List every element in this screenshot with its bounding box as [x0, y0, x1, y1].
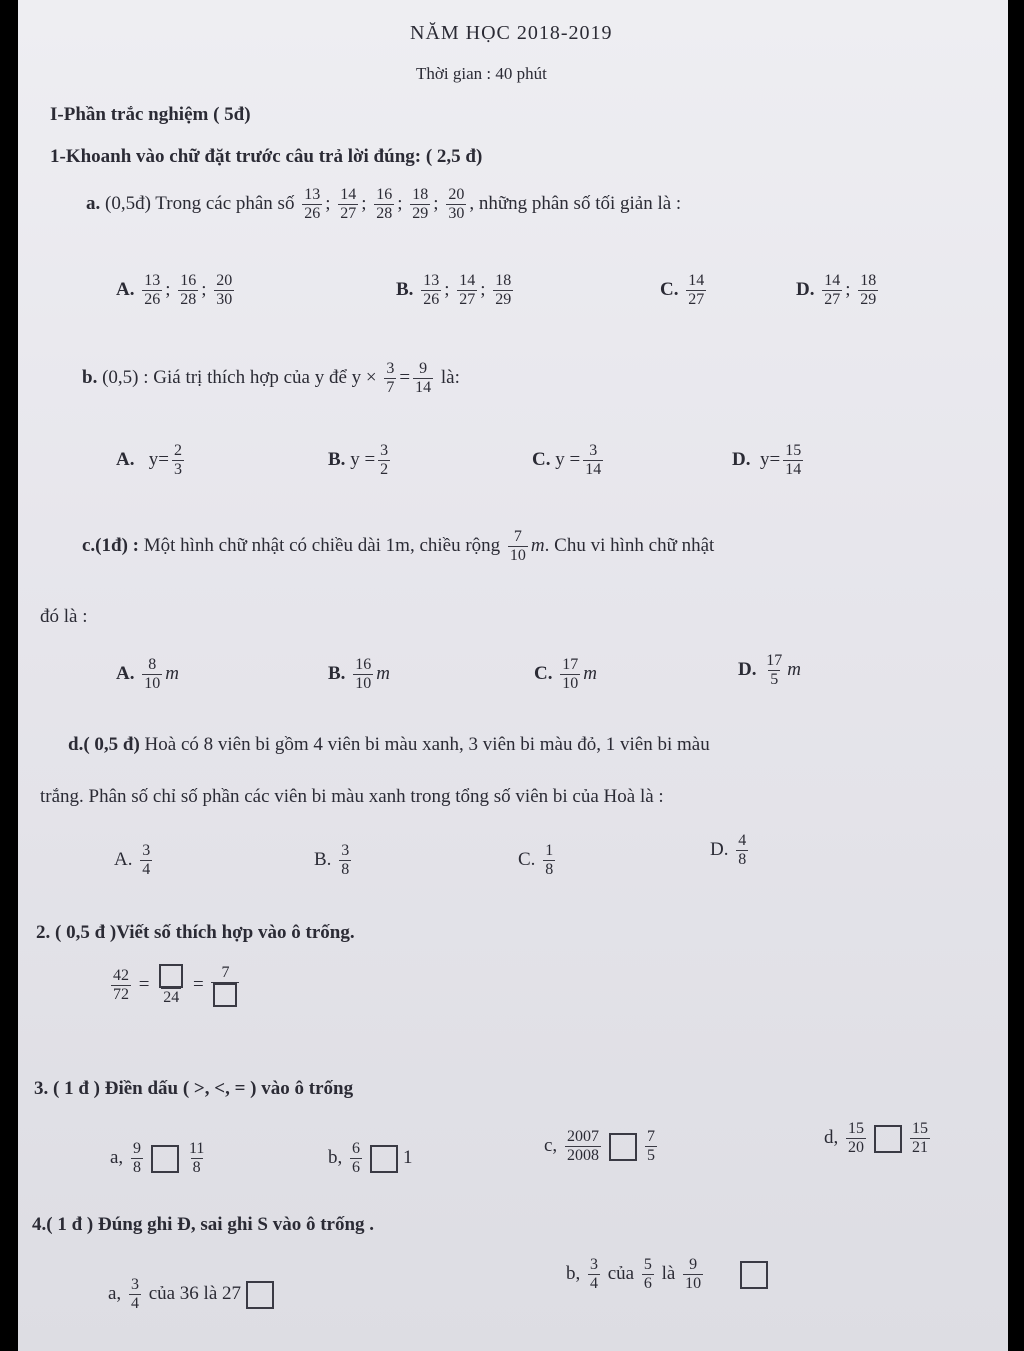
- answer-box[interactable]: [151, 1145, 179, 1173]
- option-1a-A[interactable]: A. $\frac{13}{26}$ ; $\frac{16}{28}$ ; $\frac{20}{30}$: [116, 272, 233, 308]
- question-3a: a, $\frac{9}{8}$ $\frac{11}{8}$: [110, 1140, 205, 1176]
- option-1a-C[interactable]: C. $\frac{14}{27}$: [660, 272, 705, 308]
- answer-box[interactable]: [213, 983, 237, 1007]
- answer-box[interactable]: [159, 964, 183, 988]
- option-1d-D[interactable]: D. $\frac{4}{8}$: [710, 832, 747, 868]
- question-1c: c.(1đ) : Một hình chữ nhật có chiều dài 1m, chiều rộng $\frac{7}{10}$ m. Chu vi hình chữ nhật: [82, 528, 715, 564]
- question-1a: a. (0,5đ) Trong các phân số $\frac{13}{26}$ ; $\frac{14}{27}$ ; $\frac{16}{28}$ ; $\frac{18}{29}$ ; $\frac{20}{30}$ , những phân số tối giản là :: [86, 186, 682, 222]
- question-4a: a, $\frac{3}{4}$ của 36 là 27: [108, 1276, 279, 1313]
- part1-title: I-Phần trắc nghiệm ( 5đ): [50, 104, 251, 125]
- option-1a-D[interactable]: D. $\frac{14}{27}$ ; $\frac{18}{29}$: [796, 272, 877, 308]
- option-1b-D[interactable]: D. y= $\frac{15}{14}$: [732, 442, 802, 478]
- time-limit: Thời gian : 40 phút: [416, 64, 547, 83]
- question1-title: 1-Khoanh vào chữ đặt trước câu trả lời đúng: ( 2,5 đ): [50, 146, 483, 167]
- question-4b: b, $\frac{3}{4}$ của $\frac{5}{6}$ là $\frac{9}{10}$: [566, 1256, 773, 1293]
- question-1b: b. (0,5) : Giá trị thích hợp của y để y × $\frac{3}{7}$ = $\frac{9}{14}$ là:: [82, 360, 460, 396]
- question-3c: c, $\frac{2007}{2008}$ $\frac{7}{5}$: [544, 1128, 655, 1164]
- answer-box[interactable]: [609, 1133, 637, 1161]
- exam-paper: [18, 0, 1008, 1351]
- answer-box[interactable]: [874, 1125, 902, 1153]
- option-1c-B[interactable]: B. $\frac{16}{10}$ m: [328, 656, 390, 692]
- answer-box[interactable]: [246, 1281, 274, 1309]
- question4-title: 4.( 1 đ ) Đúng ghi Đ, sai ghi S vào ô trống .: [32, 1214, 375, 1235]
- fraction: $\frac{14}{27}$: [340, 186, 357, 222]
- option-1d-A[interactable]: A. $\frac{3}{4}$: [114, 842, 151, 878]
- fraction: $\frac{18}{29}$: [412, 186, 429, 222]
- fraction: $\frac{20}{30}$: [448, 186, 465, 222]
- option-1d-C[interactable]: C. $\frac{1}{8}$: [518, 842, 554, 878]
- option-1c-D[interactable]: D. $\frac{17}{5}$ m: [738, 652, 801, 688]
- question3-title: 3. ( 1 đ ) Điền dấu ( >, <, = ) vào ô trống: [34, 1078, 354, 1099]
- option-1d-B[interactable]: B. $\frac{3}{8}$: [314, 842, 350, 878]
- option-1b-B[interactable]: B. y = $\frac{3}{2}$: [328, 442, 389, 478]
- question-1d: d.( 0,5 đ) Hoà có 8 viên bi gồm 4 viên bi màu xanh, 3 viên bi màu đỏ, 1 viên bi màu: [68, 734, 710, 755]
- option-1b-A[interactable]: A. y= $\frac{2}{3}$: [116, 442, 182, 478]
- question2-title: 2. ( 0,5 đ )Viết số thích hợp vào ô trống.: [36, 922, 355, 943]
- question-1c-line2: đó là :: [40, 606, 88, 627]
- question2-expression: $\frac{42}{72}$ = 24 = 7: [108, 964, 242, 1007]
- question-3d: d, $\frac{15}{20}$ $\frac{15}{21}$: [824, 1120, 928, 1156]
- school-year-title: NĂM HỌC 2018-2019: [410, 22, 613, 44]
- question-3b: b, $\frac{6}{6}$ 1: [328, 1140, 413, 1176]
- option-1a-B[interactable]: B. $\frac{13}{26}$ ; $\frac{14}{27}$ ; $\frac{18}{29}$: [396, 272, 512, 308]
- answer-box[interactable]: [370, 1145, 398, 1173]
- question-1d-line2: trắng. Phân số chỉ số phần các viên bi màu xanh trong tổng số viên bi của Hoà là :: [40, 786, 664, 807]
- fraction: $\frac{13}{26}$: [304, 186, 321, 222]
- option-1b-C[interactable]: C. y = $\frac{3}{14}$: [532, 442, 602, 478]
- fraction: $\frac{16}{28}$: [376, 186, 393, 222]
- option-1c-A[interactable]: A. $\frac{8}{10}$ m: [116, 656, 179, 692]
- answer-box[interactable]: [740, 1261, 768, 1289]
- option-1c-C[interactable]: C. $\frac{17}{10}$ m: [534, 656, 597, 692]
